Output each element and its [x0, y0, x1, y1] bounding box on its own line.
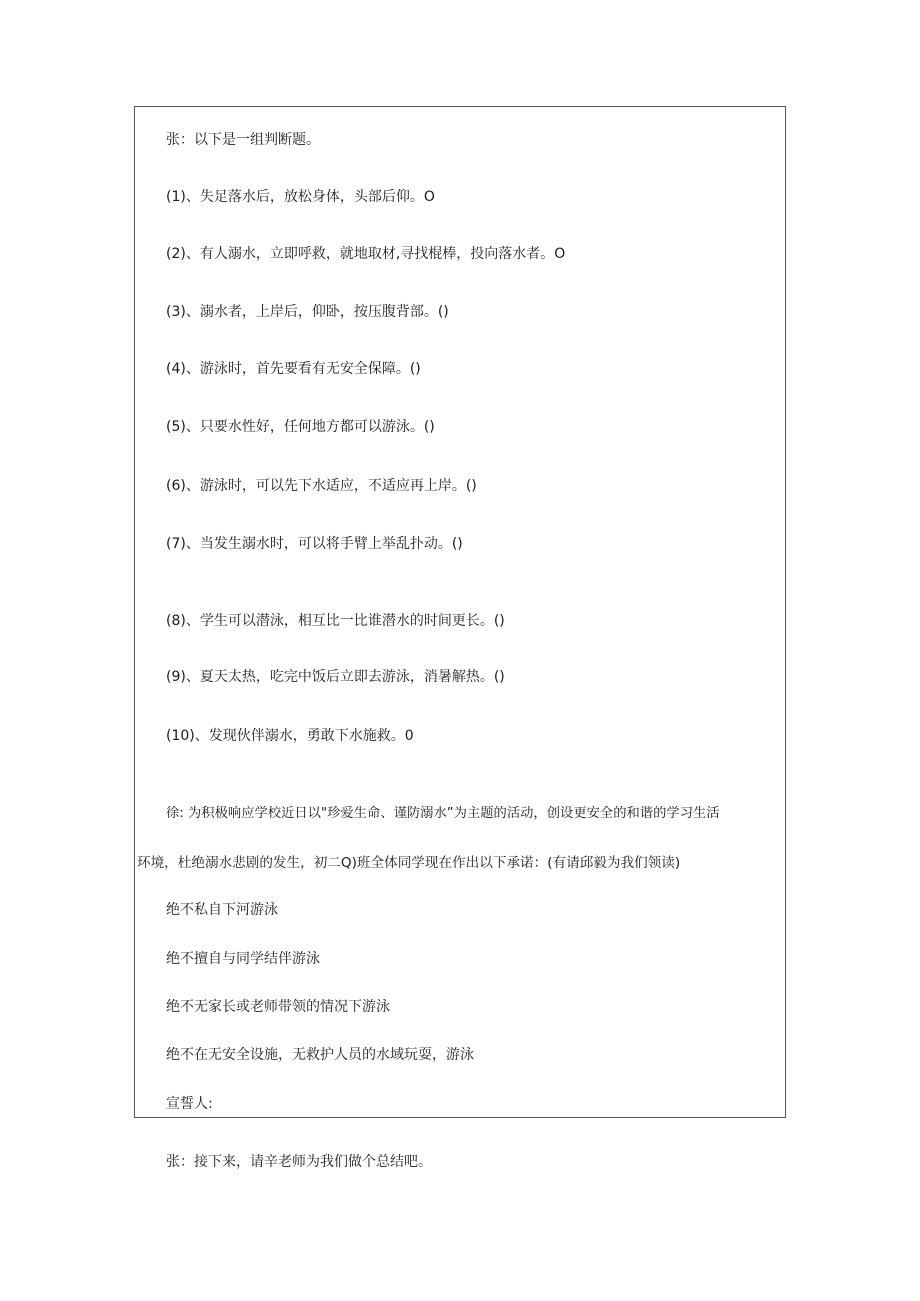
xu-paragraph-line-1: 徐: 为积极响应学校近日以"珍爱生命、谨防溺水”为主题的活动，创设更安全的和谐的学习生活 [166, 806, 720, 821]
question-7: (7)、当发生溺水时，可以将手臂上举乱扑动。() [166, 536, 463, 552]
pledge-4: 绝不在无安全设施，无救护人员的水域玩耍，游泳 [166, 1047, 474, 1063]
question-9: (9)、夏天太热，吃完中饭后立即去游泳，消暑解热。() [166, 669, 505, 685]
question-1: (1)、失足落水后，放松身体，头部后仰。O [166, 189, 435, 205]
question-3: (3)、溺水者，上岸后，仰卧，按压腹背部。() [166, 304, 449, 320]
question-8: (8)、学生可以潜泳，相互比一比谁潜水的时间更长。() [166, 613, 505, 629]
question-4: (4)、游泳时，首先要看有无安全保障。() [166, 361, 421, 377]
xu-paragraph-line-2: 环境，杜绝溺水悲剧的发生，初二Q)班全体同学现在作出以下承诺：(有请邱毅为我们领读) [137, 855, 681, 871]
question-2: (2)、有人溺水，立即呼救，就地取材,寻找棍棒，投向落水者。O [166, 246, 566, 262]
question-10: (10)、发现伙伴溺水，勇敢下水施救。0 [166, 728, 414, 744]
question-6: (6)、游泳时，可以先下水适应，不适应再上岸。() [166, 478, 477, 494]
closing-line: 张：接下来，请辛老师为我们做个总结吧。 [166, 1154, 432, 1170]
pledge-2: 绝不擅自与同学结伴游泳 [166, 951, 320, 967]
oath-label: 宣誓人: [166, 1096, 213, 1112]
pledge-1: 绝不私自下河游泳 [166, 902, 278, 918]
question-5: (5)、只要水性好，任何地方都可以游泳。() [166, 419, 435, 435]
intro-line: 张：以下是一组判断题。 [166, 132, 320, 148]
pledge-3: 绝不无家长或老师带领的情况下游泳 [166, 999, 390, 1015]
